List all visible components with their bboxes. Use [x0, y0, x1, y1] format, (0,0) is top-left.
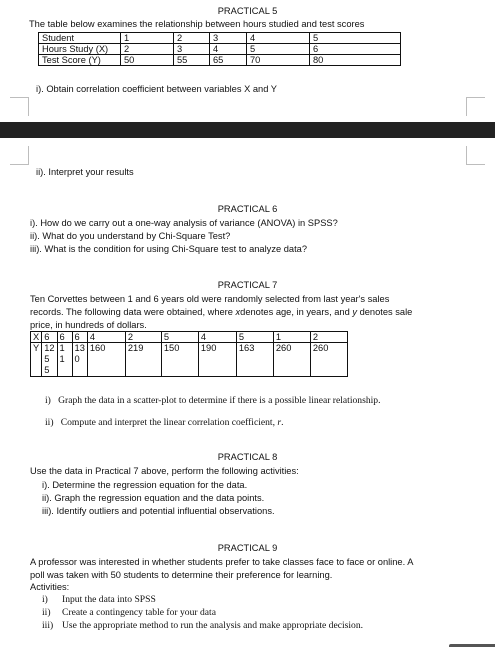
- item-text: .: [281, 417, 284, 428]
- practical7-item-2: [45, 417, 284, 428]
- item-number: ii): [45, 417, 54, 428]
- table-cell: 80: [310, 55, 401, 66]
- item-number: i): [45, 395, 51, 406]
- table-cell: Test Score (Y): [39, 55, 121, 66]
- table-cell: 5: [161, 332, 198, 343]
- table-cell: 4: [87, 332, 125, 343]
- table-cell: 160: [87, 343, 125, 377]
- item-text-italic: r: [277, 417, 282, 428]
- table-cell: 3: [174, 44, 210, 55]
- item-number: iii): [42, 620, 54, 631]
- table-cell: 2: [310, 332, 347, 343]
- table-cell: Student: [39, 33, 121, 44]
- cell-line: 1: [59, 354, 65, 364]
- table-cell: 5: [310, 33, 401, 44]
- practical7-para-line-1: Ten Corvettes between 1 and 6 years old were randomly selected from last year's sales: [30, 294, 390, 304]
- cell-line: 0: [74, 354, 80, 364]
- practical9-item-2: [42, 607, 216, 618]
- table-cell: Y: [31, 343, 42, 377]
- table-cell: 219: [125, 343, 161, 377]
- crop-mark-top-left: [10, 97, 29, 116]
- practical6-question-3: iii). What is the condition for using Chi-Square test to analyze data?: [30, 244, 307, 254]
- table-row: [39, 33, 401, 44]
- item-text: Compute and interpret the linear correlation coefficient,: [60, 417, 278, 428]
- cell-line: 12: [44, 343, 55, 353]
- item-number: i): [42, 594, 48, 605]
- practical9-item-1: [42, 594, 156, 605]
- table-row: [39, 55, 401, 66]
- table-cell: 4: [247, 33, 310, 44]
- table-row: [39, 44, 401, 55]
- item-number: ii): [42, 607, 51, 618]
- practical7-table: [30, 331, 348, 377]
- table-cell: 65: [210, 55, 247, 66]
- table-cell: Hours Study (X): [39, 44, 121, 55]
- text-run-italic: y: [352, 307, 357, 317]
- practical7-title: PRACTICAL 7: [217, 280, 278, 290]
- table-row: [31, 343, 348, 377]
- table-cell: 2: [174, 33, 210, 44]
- practical5-question-1: i). Obtain correlation coefficient between variables X and Y: [36, 84, 277, 94]
- table-cell: 260: [310, 343, 347, 377]
- cell-line: 13: [74, 343, 85, 353]
- table-cell: 1: [273, 332, 310, 343]
- cell-line: 5: [44, 354, 50, 364]
- practical6-question-2: ii). What do you understand by Chi-Square Test?: [30, 231, 231, 241]
- text-run: denotes sale: [357, 307, 413, 317]
- table-cell: [42, 343, 57, 377]
- practical7-para-line-2: [30, 307, 412, 317]
- cell-line: 1: [59, 343, 65, 353]
- page-break-bar: [0, 122, 495, 138]
- table-cell: 3: [210, 33, 247, 44]
- table-cell: 4: [198, 332, 236, 343]
- table-cell: 1: [121, 33, 174, 44]
- text-run-italic: x: [235, 307, 241, 317]
- table-cell: 163: [236, 343, 273, 377]
- text-run: denotes age, in years, and: [240, 307, 353, 317]
- text-run: records. The following data were obtained, where: [30, 307, 236, 317]
- table-cell: 5: [247, 44, 310, 55]
- table-cell: 190: [198, 343, 236, 377]
- practical8-intro: Use the data in Practical 7 above, perform the following activities:: [30, 466, 299, 476]
- table-cell: X: [31, 332, 42, 343]
- practical8-title: PRACTICAL 8: [217, 452, 278, 462]
- table-cell: 6: [57, 332, 72, 343]
- table-cell: 6: [42, 332, 57, 343]
- practical9-activities-label: Activities:: [30, 582, 70, 592]
- table-cell: 55: [174, 55, 210, 66]
- table-cell: 150: [161, 343, 198, 377]
- table-cell: [72, 343, 87, 377]
- table-cell: 2: [121, 44, 174, 55]
- crop-mark-top-right: [466, 97, 485, 116]
- document-page-2: [0, 138, 495, 647]
- practical9-title: PRACTICAL 9: [217, 543, 278, 553]
- practical9-para-line-1: A professor was interested in whether students prefer to take classes face to face or online. A: [30, 557, 414, 567]
- practical5-question-2: ii). Interpret your results: [36, 167, 134, 177]
- practical5-intro: The table below examines the relationship between hours studied and test scores: [29, 19, 365, 29]
- crop-mark-bottom-left: [10, 146, 29, 165]
- table-cell: [57, 343, 72, 377]
- document-page-1: [0, 0, 495, 122]
- practical7-item-1: [45, 395, 381, 406]
- cell-line: 5: [44, 365, 50, 375]
- practical5-title: PRACTICAL 5: [217, 6, 278, 16]
- table-cell: 260: [273, 343, 310, 377]
- practical8-item-2: ii). Graph the regression equation and the data points.: [42, 493, 265, 503]
- practical8-item-1: i). Determine the regression equation for the data.: [42, 480, 248, 490]
- practical7-para-line-3: price, in hundreds of dollars.: [30, 320, 147, 330]
- item-text: Graph the data in a scatter-plot to determine if there is a possible linear relationship.: [58, 395, 381, 406]
- table-row: [31, 332, 348, 343]
- practical9-para-line-2: poll was taken with 50 students to determine their preference for learning.: [30, 570, 333, 580]
- practical5-table: [38, 32, 401, 66]
- item-text: Create a contingency table for your data: [62, 607, 216, 618]
- table-cell: 5: [236, 332, 273, 343]
- table-cell: 4: [210, 44, 247, 55]
- table-cell: 6: [72, 332, 87, 343]
- table-cell: 2: [125, 332, 161, 343]
- table-cell: 6: [310, 44, 401, 55]
- item-text: Use the appropriate method to run the analysis and make appropriate decision.: [62, 620, 364, 631]
- crop-mark-bottom-right: [466, 146, 485, 165]
- practical9-item-3: [42, 620, 363, 631]
- table-cell: 70: [247, 55, 310, 66]
- item-text: Input the data into SPSS: [62, 594, 156, 605]
- table-cell: 50: [121, 55, 174, 66]
- practical6-question-1: i). How do we carry out a one-way analysis of variance (ANOVA) in SPSS?: [30, 218, 338, 228]
- practical8-item-3: iii). Identify outliers and potential influential observations.: [42, 506, 275, 516]
- practical6-title: PRACTICAL 6: [217, 204, 278, 214]
